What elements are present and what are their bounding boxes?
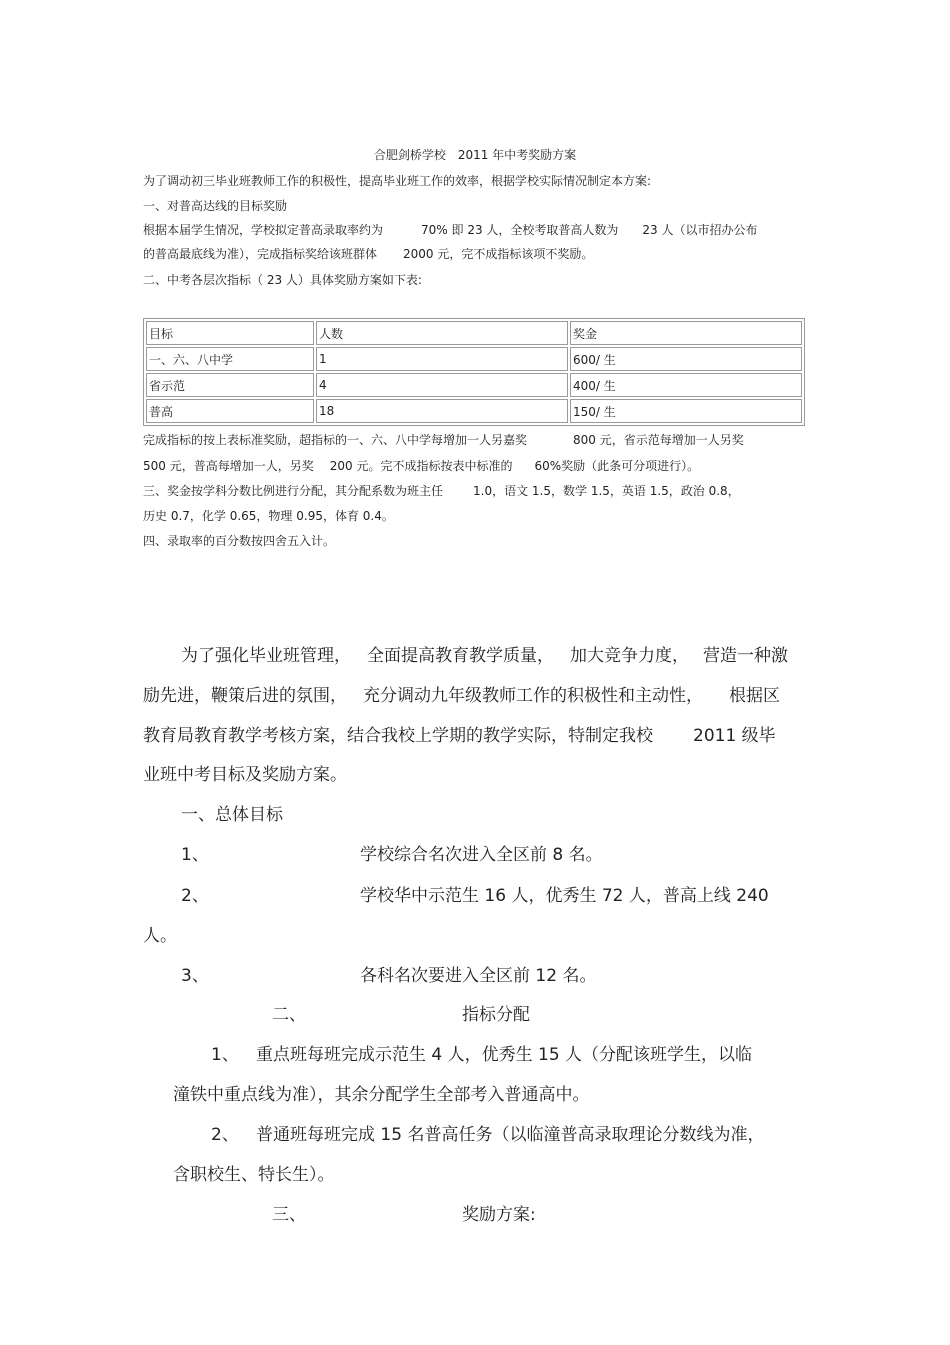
after-table-line-1 — [143, 432, 744, 448]
goal-3-number: 3、 — [181, 966, 209, 986]
table-row — [146, 347, 802, 371]
goal-1-number: 1、 — [181, 845, 209, 865]
section-two-title: 指标分配 — [462, 1005, 530, 1025]
section-1-line-2-part-b: 2000 元，完不成指标该项不奖励。 — [403, 247, 594, 261]
after-table-line-2-part-a: 500 元，普高每增加一人，另奖 — [143, 459, 314, 473]
goal-2-continuation: 人。 — [143, 926, 177, 946]
plan-line-1-part-d: 营造一种激 — [703, 646, 788, 666]
table-cell: 18 — [316, 399, 568, 423]
section-three-title: 奖励方案: — [462, 1205, 536, 1225]
plan-line-1-part-a: 为了强化毕业班管理， — [181, 646, 351, 666]
plan-paragraph-line-4: 业班中考目标及奖励方案。 — [143, 765, 347, 785]
table-cell: 400/ 生 — [570, 373, 802, 397]
plan-line-3-part-b: 2011 级毕 — [693, 726, 776, 746]
table-cell: 600/ 生 — [570, 347, 802, 371]
goal-3-text: 各科名次要进入全区前 12 名。 — [360, 966, 597, 986]
plan-line-2-part-c: 根据区 — [729, 686, 780, 706]
section-1-line-2-part-a: 的普高最底线为准），完成指标奖给该班群体 — [143, 247, 378, 261]
document-title: 合肥剑桥学校 2011 年中考奖励方案 — [373, 148, 577, 162]
table-row — [146, 399, 802, 423]
table-header-row — [146, 321, 802, 345]
section-4-line: 四、录取率的百分数按四舍五入计。 — [143, 534, 336, 548]
table-cell: 150/ 生 — [570, 399, 802, 423]
table-header-cell: 目标 — [146, 321, 314, 345]
section-1-line-2 — [143, 246, 593, 262]
section-1-line-1-part-b: 70% 即 23 人，全校考取普高人数为 — [421, 223, 619, 237]
table-header-cell: 人数 — [316, 321, 568, 345]
table-cell: 省示范 — [146, 373, 314, 397]
section-1-heading: 一、对普高达线的目标奖励 — [143, 199, 288, 213]
plan-paragraph-line-2 — [143, 685, 780, 707]
allocation-2-continuation: 含职校生、特长生）。 — [173, 1165, 335, 1185]
section-two-number: 二、 — [272, 1005, 306, 1025]
allocation-2-number: 2、 — [211, 1125, 239, 1145]
section-3-line-2: 历史 0.7，化学 0.65，物理 0.95，体育 0.4。 — [143, 509, 394, 523]
table-cell: 普高 — [146, 399, 314, 423]
allocation-1-text: 重点班每班完成示范生 4 人，优秀生 15 人（分配该班学生，以临 — [256, 1045, 753, 1065]
after-table-line-2-part-c: 60%奖励（此条可分项进行）。 — [534, 459, 700, 473]
section-1-line-1 — [143, 222, 758, 238]
section-3-line-1-part-b: 1.0，语文 1.5，数学 1.5，英语 1.5，政治 0.8， — [473, 484, 740, 498]
plan-paragraph-line-3 — [143, 725, 776, 747]
after-table-line-1-part-a: 完成指标的按上表标准奖励，超指标的一、六、八中学每增加一人另嘉奖 — [143, 433, 528, 447]
goal-2-number: 2、 — [181, 886, 209, 906]
goal-1-text: 学校综合名次进入全区前 8 名。 — [360, 845, 603, 865]
after-table-line-1-part-b: 800 元，省示范每增加一人另奖 — [573, 433, 744, 447]
table-cell: 1 — [316, 347, 568, 371]
plan-paragraph-line-1 — [181, 645, 788, 667]
reward-table — [143, 318, 805, 426]
table-cell: 一、六、八中学 — [146, 347, 314, 371]
allocation-2-text: 普通班每班完成 15 名普高任务（以临潼普高录取理论分数线为准， — [256, 1125, 765, 1145]
section-3-line-1 — [143, 483, 740, 499]
plan-line-1-part-b: 全面提高教育教学质量， — [367, 646, 554, 666]
section-three-number: 三、 — [272, 1205, 306, 1225]
section-1-line-1-part-c: 23 人（以市招办公布 — [642, 223, 758, 237]
goal-2-text: 学校华中示范生 16 人，优秀生 72 人，普高上线 240 — [360, 886, 769, 906]
after-table-line-2 — [143, 458, 699, 474]
section-2-heading: 二、中考各层次指标（ 23 人）具体奖励方案如下表: — [143, 273, 422, 287]
plan-line-1-part-c: 加大竞争力度， — [570, 646, 689, 666]
table-row — [146, 373, 802, 397]
section-3-line-1-part-a: 三、奖金按学科分数比例进行分配，其分配系数为班主任 — [143, 484, 444, 498]
section-1-line-1-part-a: 根据本届学生情况，学校拟定普高录取率约为 — [143, 223, 384, 237]
allocation-1-continuation: 潼铁中重点线为准），其余分配学生全部考入普通高中。 — [173, 1085, 590, 1105]
overall-goal-heading: 一、总体目标 — [181, 805, 283, 825]
plan-line-2-part-b: 充分调动九年级教师工作的积极性和主动性， — [363, 686, 703, 706]
table-cell: 4 — [316, 373, 568, 397]
allocation-1-number: 1、 — [211, 1045, 239, 1065]
table-header-cell: 奖金 — [570, 321, 802, 345]
plan-line-2-part-a: 励先进，鞭策后进的氛围， — [143, 686, 347, 706]
after-table-line-2-part-b: 200 元。完不成指标按表中标准的 — [329, 459, 513, 473]
plan-line-3-part-a: 教育局教育教学考核方案，结合我校上学期的教学实际，特制定我校 — [143, 726, 653, 746]
intro-paragraph: 为了调动初三毕业班教师工作的积极性，提高毕业班工作的效率，根据学校实际情况制定本方案: — [143, 174, 652, 188]
